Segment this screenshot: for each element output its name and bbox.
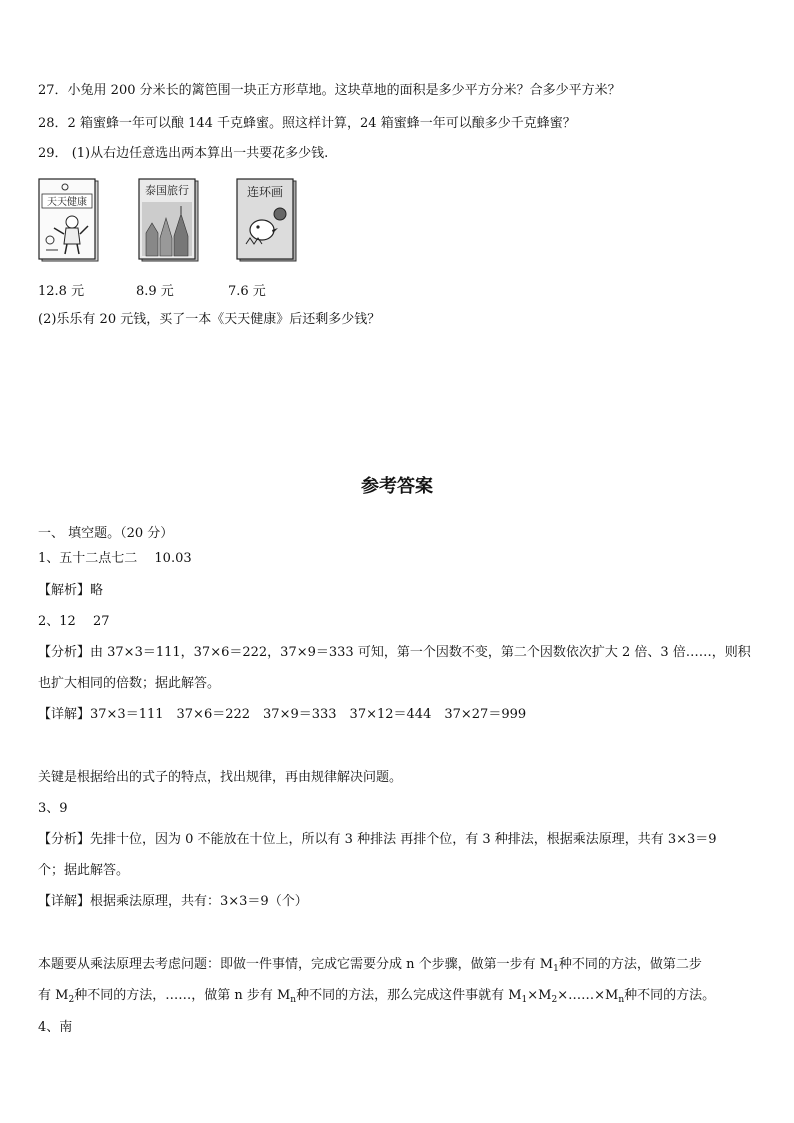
book-lianhuanhua	[236, 178, 298, 268]
answer-2: 2、12 27	[38, 614, 110, 629]
book-taiguo-lvxing	[138, 178, 200, 268]
book-tiantian-jiankang-icon	[38, 178, 100, 264]
answer-3-key-line1	[38, 956, 756, 974]
key-line2-text-b: 种不同的方法，……，做第 n 步有 M	[74, 988, 291, 1003]
answer-2-key: 关键是根据给出的式子的特点，找出规律，再由规律解决问题。	[38, 770, 403, 785]
question-28: 28．2 箱蜜蜂一年可以酿 144 千克蜂蜜。照这样计算，24 箱蜜蜂一年可以酿多少千克蜂蜜？	[38, 116, 576, 131]
question-29	[38, 145, 756, 163]
subscript-1: 1	[553, 964, 559, 974]
book-tiantian-jiankang	[38, 178, 100, 268]
book-taiguo-lvxing-icon	[138, 178, 200, 264]
key-line2-text-e: ×……×M	[557, 988, 619, 1003]
price-tiantian-jiankang: 12.8 元	[38, 284, 85, 299]
key-line2-text-d: ×M	[527, 988, 552, 1003]
answer-3: 3、9	[38, 801, 68, 816]
subscript-n: n	[290, 995, 297, 1005]
answer-2-analysis-line2: 也扩大相同的倍数；据此解答。	[38, 676, 221, 691]
answer-4: 4、南	[38, 1020, 73, 1035]
price-taiguo-lvxing: 8.9 元	[136, 284, 174, 299]
key-line1-text-a: 本题要从乘法原理去考虑问题：即做一件事情，完成它需要分成 n 个步骤，做第一步有 M	[38, 957, 554, 972]
key-line2-text-f: 种不同的方法。	[624, 988, 716, 1003]
book-lianhuanhua-icon	[236, 178, 298, 264]
key-line2-text-a: 有 M	[38, 988, 69, 1003]
answer-2-detail: 【详解】37×3＝111 37×6＝222 37×9＝333 37×12＝444 37×27＝999	[38, 707, 527, 722]
answer-3-analysis-line2: 个；据此解答。	[38, 863, 130, 878]
answer-3-detail: 【详解】根据乘法原理，共有：3×3＝9（个）	[38, 894, 308, 909]
answers-heading: 参考答案	[361, 476, 433, 497]
subscript-n: n	[618, 995, 625, 1005]
section-1-heading: 一、 填空题。（20 分）	[38, 526, 174, 541]
question-29-part2: (2)乐乐有 20 元钱，买了一本《天天健康》后还剩多少钱？	[38, 312, 381, 327]
key-line2-text-c: 种不同的方法，那么完成这件事就有 M	[296, 988, 522, 1003]
price-lianhuanhua: 7.6 元	[228, 284, 266, 299]
key-line1-text-b: 种不同的方法，做第二步	[558, 957, 702, 972]
svg-text:连环画: 连环画	[246, 185, 284, 199]
question-29-part1: (1)从右边任意选出两本算出一共要花多少钱.	[71, 146, 329, 161]
answer-2-analysis-line1: 【分析】由 37×3＝111，37×6＝222，37×9＝333 可知，第一个因数不变，第二个因数依次扩大 2 倍、3 倍……，则积	[38, 645, 751, 660]
answer-3-key-line2	[38, 987, 756, 1005]
answer-3-analysis-line1: 【分析】先排十位，因为 0 不能放在十位上，所以有 3 种排法 再排个位，有 3 种排法，根据乘法原理，共有 3×3＝9	[38, 832, 717, 847]
answer-1: 1、五十二点七二 10.03	[38, 551, 192, 566]
subscript-2: 2	[551, 995, 558, 1005]
subscript-2: 2	[68, 995, 75, 1005]
svg-text:泰国旅行: 泰国旅行	[145, 184, 189, 197]
question-29-number: 29．	[38, 146, 68, 161]
svg-text:天天健康: 天天健康	[47, 197, 87, 208]
subscript-1: 1	[521, 995, 528, 1005]
answer-1-note: 【解析】略	[38, 583, 104, 598]
question-27: 27．小兔用 200 分米长的篱笆围一块正方形草地。这块草地的面积是多少平方分米？合多少平方米？	[38, 83, 621, 98]
